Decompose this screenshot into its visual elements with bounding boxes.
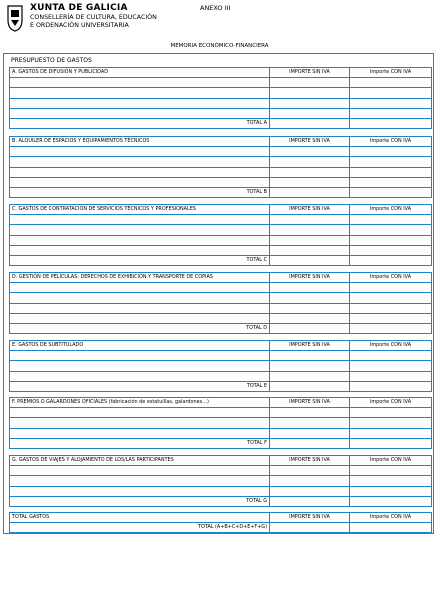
- expense-row: [10, 98, 432, 108]
- section-header-row: [10, 205, 432, 215]
- column-header-sin-iva: IMPORTE SIN IVA: [270, 456, 350, 466]
- amount-con-iva-cell[interactable]: [350, 157, 432, 167]
- expense-row: [10, 177, 432, 187]
- expense-row: [10, 313, 432, 323]
- column-header-con-iva: Importe CON IVA: [350, 398, 432, 408]
- total-sin-iva-cell[interactable]: [270, 187, 350, 197]
- section-title: C. GASTOS DE CONTRATACIÓN DE SERVICIOS TÉCNICOS Y PROFESIONALES: [10, 205, 270, 215]
- total-con-iva-cell[interactable]: [350, 381, 432, 391]
- concept-cell[interactable]: [10, 371, 270, 381]
- concept-cell[interactable]: [10, 78, 270, 88]
- section-total-label: TOTAL C: [10, 255, 270, 265]
- expense-row: [10, 486, 432, 496]
- concept-cell[interactable]: [10, 167, 270, 177]
- total-con-iva-cell[interactable]: [350, 496, 432, 506]
- section-header-row: [10, 137, 432, 147]
- xunta-logo: [6, 3, 24, 33]
- section-title: D. GESTIÓN DE PELÍCULAS: DERECHOS DE EXHIBICIÓN Y TRANSPORTE DE COPIAS: [10, 273, 270, 283]
- column-header-sin-iva: IMPORTE SIN IVA: [270, 137, 350, 147]
- concept-cell[interactable]: [10, 245, 270, 255]
- amount-sin-iva-cell[interactable]: [270, 78, 350, 88]
- amount-con-iva-cell[interactable]: [350, 313, 432, 323]
- concept-cell[interactable]: [10, 88, 270, 98]
- section-header-row: [10, 68, 432, 78]
- expense-row: [10, 466, 432, 476]
- amount-sin-iva-cell[interactable]: [270, 157, 350, 167]
- section-total-row: [10, 438, 432, 448]
- grand-total-row: [10, 523, 432, 533]
- total-con-iva-cell[interactable]: [350, 187, 432, 197]
- amount-con-iva-cell[interactable]: [350, 428, 432, 438]
- organization-header: [30, 3, 157, 30]
- section-title: A. GASTOS DE DIFUSIÓN Y PUBLICIDAD: [10, 68, 270, 78]
- column-header-con-iva: Importe CON IVA: [350, 205, 432, 215]
- amount-sin-iva-cell[interactable]: [270, 313, 350, 323]
- column-header-sin-iva: IMPORTE SIN IVA: [270, 273, 350, 283]
- section-total-label: TOTAL A: [10, 118, 270, 128]
- amount-sin-iva-cell[interactable]: [270, 476, 350, 486]
- expense-row: [10, 293, 432, 303]
- amount-sin-iva-cell[interactable]: [270, 428, 350, 438]
- amount-sin-iva-cell[interactable]: [270, 215, 350, 225]
- amount-sin-iva-cell[interactable]: [270, 167, 350, 177]
- document-title: MEMORIA ECONÓMICO-FINANCIERA: [170, 43, 269, 49]
- concept-cell[interactable]: [10, 157, 270, 167]
- amount-sin-iva-cell[interactable]: [270, 351, 350, 361]
- amount-con-iva-cell[interactable]: [350, 351, 432, 361]
- org-name: XUNTA DE GALICIA: [30, 3, 128, 13]
- section-total-label: TOTAL B: [10, 187, 270, 197]
- expense-row: [10, 157, 432, 167]
- amount-con-iva-cell[interactable]: [350, 98, 432, 108]
- concept-cell[interactable]: [10, 486, 270, 496]
- expense-row: [10, 371, 432, 381]
- amount-sin-iva-cell[interactable]: [270, 408, 350, 418]
- expense-row: [10, 283, 432, 293]
- expense-row: [10, 167, 432, 177]
- section-table: [9, 455, 432, 507]
- section-header-row: [10, 341, 432, 351]
- section-table: [9, 136, 432, 198]
- section-total-row: [10, 187, 432, 197]
- amount-sin-iva-cell[interactable]: [270, 466, 350, 476]
- expense-row: [10, 361, 432, 371]
- concept-cell[interactable]: [10, 147, 270, 157]
- amount-con-iva-cell[interactable]: [350, 225, 432, 235]
- amount-con-iva-cell[interactable]: [350, 215, 432, 225]
- section-table: [9, 204, 432, 266]
- column-header-sin-iva: IMPORTE SIN IVA: [270, 205, 350, 215]
- column-header-sin-iva: IMPORTE SIN IVA: [270, 341, 350, 351]
- expense-row: [10, 476, 432, 486]
- amount-con-iva-cell[interactable]: [350, 408, 432, 418]
- amount-con-iva-cell[interactable]: [350, 476, 432, 486]
- section-table: [9, 340, 432, 392]
- total-con-iva-cell[interactable]: [350, 255, 432, 265]
- section-total-label: TOTAL G: [10, 496, 270, 506]
- section-table: [9, 397, 432, 449]
- amount-con-iva-cell[interactable]: [350, 108, 432, 118]
- concept-cell[interactable]: [10, 408, 270, 418]
- section-title: E. GASTOS DE SUBTITULADO: [10, 341, 270, 351]
- amount-con-iva-cell[interactable]: [350, 293, 432, 303]
- section-total-row: [10, 381, 432, 391]
- concept-cell[interactable]: [10, 361, 270, 371]
- section-total-row: [10, 118, 432, 128]
- concept-cell[interactable]: [10, 428, 270, 438]
- concept-cell[interactable]: [10, 313, 270, 323]
- grand-total-label: TOTAL (A+B+C+D+E+F+G): [10, 523, 270, 533]
- column-header-sin-iva: IMPORTE SIN IVA: [270, 68, 350, 78]
- amount-con-iva-cell[interactable]: [350, 235, 432, 245]
- concept-cell[interactable]: [10, 108, 270, 118]
- department-line-2: E ORDENACIÓN UNIVERSITARIA: [30, 22, 129, 29]
- amount-con-iva-cell[interactable]: [350, 147, 432, 157]
- total-sin-iva-cell[interactable]: [270, 255, 350, 265]
- amount-con-iva-cell[interactable]: [350, 88, 432, 98]
- total-con-iva-cell[interactable]: [350, 438, 432, 448]
- section-table: [9, 272, 432, 334]
- amount-sin-iva-cell[interactable]: [270, 418, 350, 428]
- concept-cell[interactable]: [10, 283, 270, 293]
- total-sin-iva-cell[interactable]: [270, 323, 350, 333]
- form-title: PRESUPUESTO DE GASTOS: [11, 57, 92, 64]
- section-total-row: [10, 323, 432, 333]
- amount-sin-iva-cell[interactable]: [270, 108, 350, 118]
- section-title: B. ALQUILER DE ESPACIOS Y EQUIPAMIENTOS TÉCNICOS: [10, 137, 270, 147]
- annex-label: ANEXO III: [200, 4, 231, 12]
- column-header-con-iva: Importe CON IVA: [350, 273, 432, 283]
- column-header-con-iva: Importe CON IVA: [350, 456, 432, 466]
- expense-row: [10, 78, 432, 88]
- section-title: F. PREMIOS O GALARDONES OFICIALES (fabricación de estatuillas, galardones…): [10, 398, 270, 408]
- amount-sin-iva-cell[interactable]: [270, 245, 350, 255]
- concept-cell[interactable]: [10, 303, 270, 313]
- expense-row: [10, 428, 432, 438]
- summary-title: TOTAL GASTOS: [10, 513, 270, 523]
- amount-sin-iva-cell[interactable]: [270, 235, 350, 245]
- concept-cell[interactable]: [10, 418, 270, 428]
- amount-sin-iva-cell[interactable]: [270, 147, 350, 157]
- total-con-iva-cell[interactable]: [350, 118, 432, 128]
- column-header-con-iva: Importe CON IVA: [350, 341, 432, 351]
- section-title: G. GASTOS DE VIAJES Y ALOJAMIENTO DE LOS/LAS PARTICIPANTES: [10, 456, 270, 466]
- grand-total-con-iva-cell[interactable]: [350, 523, 432, 533]
- amount-con-iva-cell[interactable]: [350, 486, 432, 496]
- amount-con-iva-cell[interactable]: [350, 167, 432, 177]
- amount-con-iva-cell[interactable]: [350, 283, 432, 293]
- amount-con-iva-cell[interactable]: [350, 371, 432, 381]
- section-total-row: [10, 255, 432, 265]
- amount-con-iva-cell[interactable]: [350, 466, 432, 476]
- total-con-iva-cell[interactable]: [350, 323, 432, 333]
- expense-row: [10, 418, 432, 428]
- amount-sin-iva-cell[interactable]: [270, 177, 350, 187]
- total-sin-iva-cell[interactable]: [270, 438, 350, 448]
- expense-row: [10, 303, 432, 313]
- total-sin-iva-cell[interactable]: [270, 381, 350, 391]
- section-total-label: TOTAL F: [10, 438, 270, 448]
- expense-row: [10, 245, 432, 255]
- total-sin-iva-cell[interactable]: [270, 496, 350, 506]
- section-header-row: [10, 398, 432, 408]
- column-header-sin-iva: IMPORTE SIN IVA: [270, 398, 350, 408]
- department-line-1: CONSELLERÍA DE CULTURA, EDUCACIÓN: [30, 14, 157, 21]
- amount-sin-iva-cell[interactable]: [270, 98, 350, 108]
- section-total-row: [10, 496, 432, 506]
- concept-cell[interactable]: [10, 177, 270, 187]
- expense-row: [10, 351, 432, 361]
- section-header-row: [10, 456, 432, 466]
- concept-cell[interactable]: [10, 225, 270, 235]
- expense-row: [10, 88, 432, 98]
- expense-row: [10, 235, 432, 245]
- section-header-row: [10, 273, 432, 283]
- column-header-sin-iva: IMPORTE SIN IVA: [270, 513, 350, 523]
- concept-cell[interactable]: [10, 215, 270, 225]
- concept-cell[interactable]: [10, 235, 270, 245]
- expense-row: [10, 108, 432, 118]
- amount-sin-iva-cell[interactable]: [270, 361, 350, 371]
- concept-cell[interactable]: [10, 466, 270, 476]
- expense-row: [10, 147, 432, 157]
- amount-sin-iva-cell[interactable]: [270, 486, 350, 496]
- total-sin-iva-cell[interactable]: [270, 118, 350, 128]
- amount-con-iva-cell[interactable]: [350, 303, 432, 313]
- summary-header-row: [10, 513, 432, 523]
- concept-cell[interactable]: [10, 476, 270, 486]
- column-header-con-iva: Importe CON IVA: [350, 513, 432, 523]
- concept-cell[interactable]: [10, 98, 270, 108]
- amount-sin-iva-cell[interactable]: [270, 225, 350, 235]
- amount-con-iva-cell[interactable]: [350, 245, 432, 255]
- expense-row: [10, 215, 432, 225]
- amount-con-iva-cell[interactable]: [350, 78, 432, 88]
- column-header-con-iva: Importe CON IVA: [350, 68, 432, 78]
- expense-row: [10, 408, 432, 418]
- summary-table: [9, 512, 432, 533]
- amount-sin-iva-cell[interactable]: [270, 303, 350, 313]
- amount-con-iva-cell[interactable]: [350, 361, 432, 371]
- amount-sin-iva-cell[interactable]: [270, 293, 350, 303]
- column-header-con-iva: Importe CON IVA: [350, 137, 432, 147]
- expense-row: [10, 225, 432, 235]
- amount-sin-iva-cell[interactable]: [270, 88, 350, 98]
- amount-con-iva-cell[interactable]: [350, 177, 432, 187]
- section-total-label: TOTAL D: [10, 323, 270, 333]
- section-total-label: TOTAL E: [10, 381, 270, 391]
- section-table: [9, 67, 432, 129]
- amount-sin-iva-cell[interactable]: [270, 283, 350, 293]
- amount-sin-iva-cell[interactable]: [270, 371, 350, 381]
- grand-total-sin-iva-cell[interactable]: [270, 523, 350, 533]
- amount-con-iva-cell[interactable]: [350, 418, 432, 428]
- concept-cell[interactable]: [10, 293, 270, 303]
- concept-cell[interactable]: [10, 351, 270, 361]
